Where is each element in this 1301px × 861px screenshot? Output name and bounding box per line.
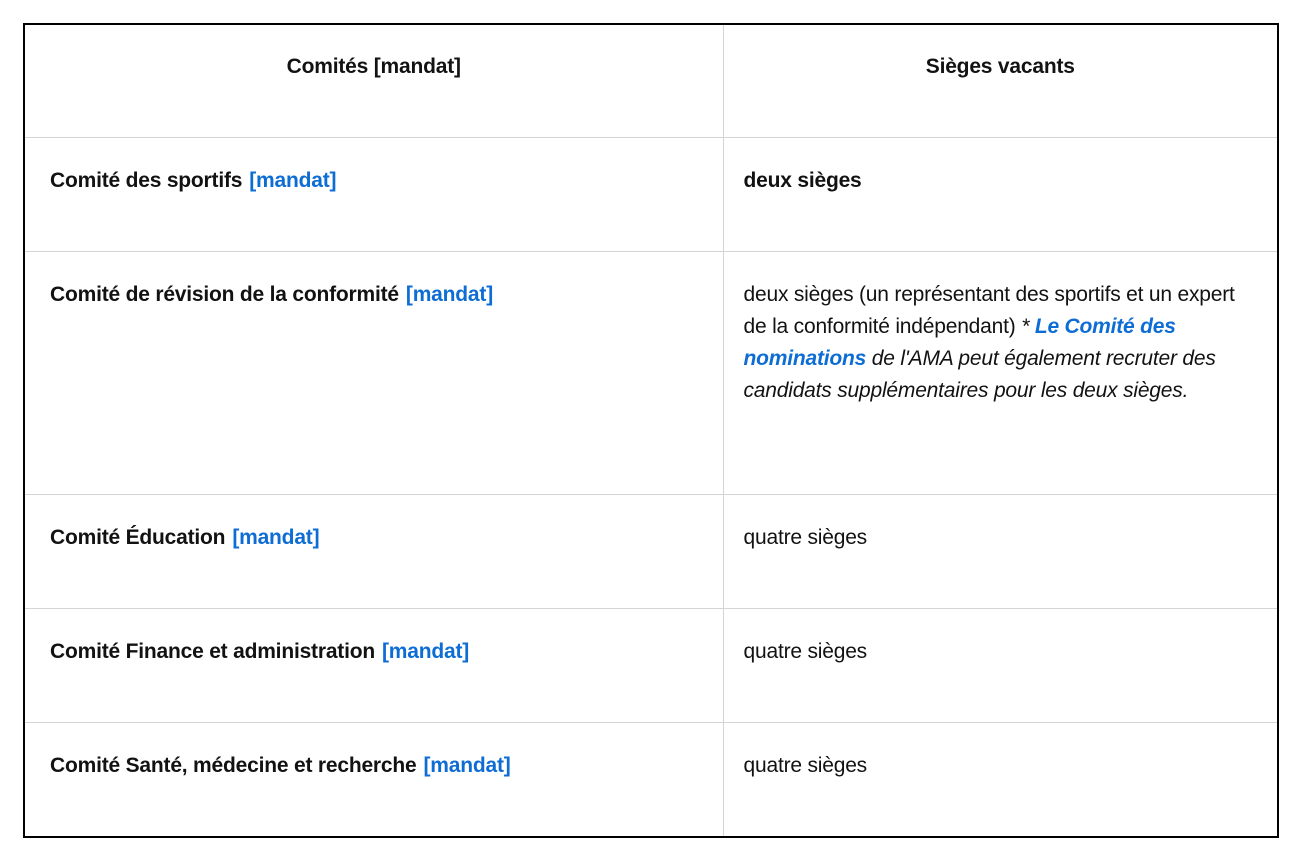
- table-row: [24, 494, 1278, 608]
- seats-cell: [723, 608, 1278, 722]
- table-row: [24, 722, 1278, 837]
- mandat-link[interactable]: [mandat]: [249, 168, 337, 192]
- seats-cell: [723, 494, 1278, 608]
- seats-text: quatre sièges: [743, 525, 867, 549]
- committee-cell: [24, 722, 723, 837]
- mandat-link[interactable]: [mandat]: [382, 639, 470, 663]
- committee-name: Comité des sportifs: [50, 168, 243, 192]
- table-row: [24, 137, 1278, 251]
- asterisk-note: *: [1015, 314, 1035, 338]
- committee-name: Comité Éducation: [50, 525, 226, 549]
- seats-text: quatre sièges: [743, 753, 867, 777]
- table-row: [24, 608, 1278, 722]
- mandat-link[interactable]: [mandat]: [423, 753, 511, 777]
- committee-cell: [24, 494, 723, 608]
- column-header-committees: Comités [mandat]: [24, 24, 723, 137]
- committee-cell: [24, 251, 723, 494]
- committee-cell: [24, 137, 723, 251]
- committee-name: Comité Santé, médecine et recherche: [50, 753, 417, 777]
- committees-vacancies-table: [23, 23, 1279, 838]
- committee-name: Comité Finance et administration: [50, 639, 375, 663]
- seats-cell: [723, 251, 1278, 494]
- mandat-link[interactable]: [mandat]: [232, 525, 320, 549]
- nominations-committee-link[interactable]: Le Comité des nominations: [743, 314, 1176, 370]
- table-row: [24, 251, 1278, 494]
- committee-cell: [24, 608, 723, 722]
- seats-cell: [723, 722, 1278, 837]
- committee-name: Comité de révision de la conformité: [50, 282, 399, 306]
- seats-text: quatre sièges: [743, 639, 867, 663]
- seats-note-italic: de l'AMA peut également recruter des candidats supplémentaires pour les deux sièges.: [743, 346, 1216, 402]
- seats-text: deux sièges (un représentant des sportifs et un expert de la conformité indépendant): [743, 282, 1235, 338]
- seats-text: deux sièges: [743, 168, 862, 192]
- mandat-link[interactable]: [mandat]: [405, 282, 493, 306]
- table-header-row: [24, 24, 1278, 137]
- column-header-seats: Sièges vacants: [723, 24, 1278, 137]
- seats-cell: [723, 137, 1278, 251]
